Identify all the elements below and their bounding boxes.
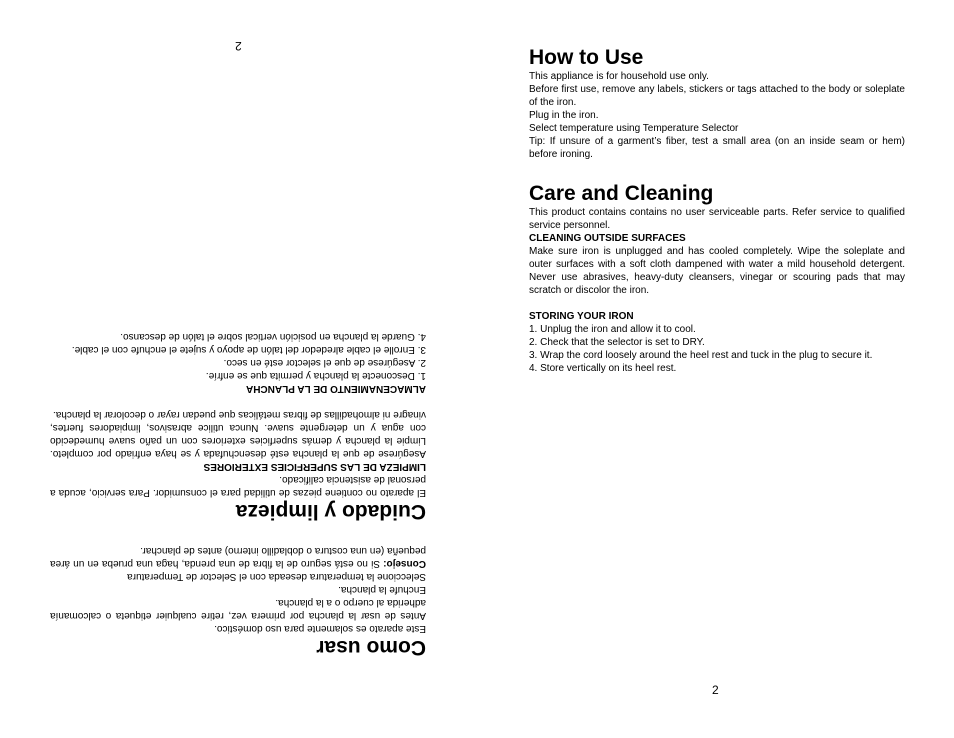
consejo-label: Consejo: bbox=[383, 558, 426, 569]
page-number-left: 2 bbox=[235, 39, 242, 53]
how-line: Select temperature using Temperature Selector bbox=[529, 123, 739, 134]
cleaning-heading: CLEANING OUTSIDE SURFACES bbox=[529, 233, 686, 244]
como-line: Este aparato es solamente para uso doméstico. bbox=[214, 623, 426, 634]
care-cleaning-title: Care and Cleaning bbox=[529, 182, 714, 205]
almacen-step: 3. Enrolle el cable alrededor del talón de apoyo y sujete el enchufe con el cable. bbox=[71, 344, 426, 355]
how-to-use-title: How to Use bbox=[529, 46, 644, 69]
spanish-page bbox=[50, 330, 426, 659]
como-line: Antes de usar la plancha por primera vez, retire cualquier etiqueta o calcomanía adherida al cuerpo o a la plancha. bbox=[50, 597, 426, 621]
how-line: This appliance is for household use only. bbox=[529, 71, 709, 82]
almacen-heading: ALMACENAMIENTO DE LA PLANCHA bbox=[246, 383, 426, 394]
consejo-tip bbox=[50, 544, 426, 570]
almacen-step: 2. Asegúrese de que el selector esté en seco. bbox=[223, 357, 426, 368]
cleaning-text: Make sure iron is unplugged and has cooled completely. Wipe the soleplate and outer surfaces with a soft cloth dampened with water a mild household detergent. Never use abrasives, heavy-duty cleansers, vinegar or scouring pads that may scratch or discolor the iron. bbox=[529, 246, 905, 296]
storing-step: 1. Unplug the iron and allow it to cool. bbox=[529, 324, 696, 335]
cuidado-title: Cuidado y limpieza bbox=[235, 500, 426, 523]
cuidado-intro: El aparato no contiene piezas de utilidad para el consumidor. Para servicio, acuda a personal de asistencia calificado. bbox=[50, 474, 426, 498]
storing-heading: STORING YOUR IRON bbox=[529, 311, 634, 322]
limpieza-heading: LIMPIEZA DE LAS SUPERFICIES EXTERIORES bbox=[203, 461, 426, 472]
how-tip: Tip: If unsure of a garment’s fiber, test a small area (on an inside seam or hem) before ironing. bbox=[529, 136, 905, 160]
care-intro: This product contains contains no user serviceable parts. Refer service to qualified service personnel. bbox=[529, 207, 905, 231]
limpieza-text: Asegúrese de que la plancha esté desenchufada y se haya enfriado por completo. Limpie la plancha y demás superficies exteriores con un paño suave humedecido con agua y un detergente suave. Nunca utilice abrasivos, limpiadores fuertes, vinagre ni almohadillas de fibras metálicas que puedan rayar o decolorar la plancha. bbox=[50, 409, 426, 459]
como-line: Seleccione la temperatura deseada con el Selector de Temperatura bbox=[127, 571, 426, 582]
how-line: Before first use, remove any labels, stickers or tags attached to the body or soleplate of the iron. bbox=[529, 84, 905, 108]
almacen-step: 4. Guarde la plancha en posición vertical sobre el talón de descanso. bbox=[120, 331, 426, 342]
storing-step: 3. Wrap the cord loosely around the heel rest and tuck in the plug to secure it. bbox=[529, 350, 873, 361]
consejo-text: Si no está seguro de la fibra de una prenda, haga una prueba en un área pequeña (en una costura o dobladillo interno) antes de planchar. bbox=[50, 545, 426, 569]
how-line: Plug in the iron. bbox=[529, 110, 599, 121]
como-usar-title: Como usar bbox=[316, 636, 426, 659]
storing-step: 4. Store vertically on its heel rest. bbox=[529, 363, 677, 374]
almacen-step: 1. Desconecte la plancha y permita que se enfríe. bbox=[205, 370, 426, 381]
english-page bbox=[529, 46, 905, 375]
page-number-right: 2 bbox=[712, 683, 719, 697]
storing-step: 2. Check that the selector is set to DRY. bbox=[529, 337, 705, 348]
como-line: Enchufe la plancha. bbox=[338, 584, 426, 595]
